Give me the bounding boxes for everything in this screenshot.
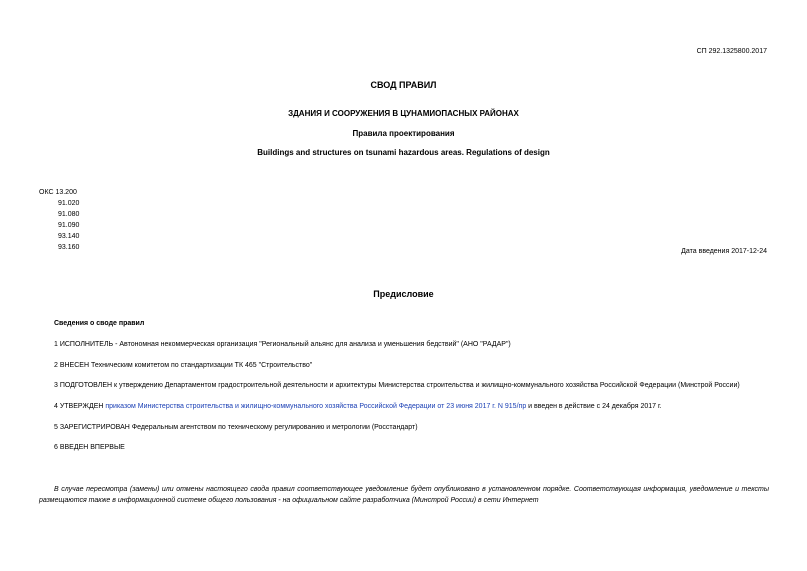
oks-code: 91.090: [58, 222, 80, 229]
preface-item-2: 2 ВНЕСЕН Техническим комитетом по стандартизации ТК 465 "Строительство": [54, 362, 313, 369]
revision-note: В случае пересмотра (замены) или отмены настоящего свода правил соответствующее уведомление будет опубликовано в установленном порядке. Соответствующая информация, уведомление и тексты размещаются также в информационной системе общего пользования - на официальном сайте разработчика (Минстрой России) в сети Интернет: [39, 486, 769, 504]
oks-code: 93.140: [58, 233, 80, 240]
preface-item-3: 3 ПОДГОТОВЛЕН к утверждению Департаментом градостроительной деятельности и архитектуры Министерства строительства и жилищно-коммунального хозяйства Российской Федерации (Минстрой России): [54, 382, 740, 389]
preface-item-4-suffix: и введен в действие с 24 декабря 2017 г.: [526, 403, 662, 410]
document-type-title: СВОД ПРАВИЛ: [370, 80, 437, 90]
approval-order-link[interactable]: приказом Министерства строительства и жилищно-коммунального хозяйства Российской Федерации от 23 июня 2017 г. N 915/пр: [105, 403, 527, 410]
oks-codes: [39, 187, 79, 253]
oks-code: ОКС 13.200: [39, 189, 77, 196]
preface-item-1: 1 ИСПОЛНИТЕЛЬ - Автономная некоммерческая организация "Региональный альянс для анализа и уменьшения бедствий" (АНО "РАДАР"): [54, 341, 511, 348]
preface-item-4-prefix: 4 УТВЕРЖДЕН: [54, 403, 106, 410]
preface-item-5: 5 ЗАРЕГИСТРИРОВАН Федеральным агентством по техническому регулированию и метрологии (Росстандарт): [54, 424, 418, 431]
oks-code: 91.020: [58, 200, 80, 207]
preface-item-4: [54, 403, 662, 410]
introduction-date: Дата введения 2017-12-24: [681, 248, 767, 255]
preface-heading: Предисловие: [373, 289, 434, 299]
info-heading: Сведения о своде правил: [54, 320, 145, 327]
document-english-title: Buildings and structures on tsunami hazardous areas. Regulations of design: [257, 148, 550, 157]
document-code: СП 292.1325800.2017: [696, 48, 767, 55]
document-subtitle: Правила проектирования: [352, 129, 455, 138]
oks-code: 93.160: [58, 244, 80, 251]
oks-code: 91.080: [58, 211, 80, 218]
document-subject-title: ЗДАНИЯ И СООРУЖЕНИЯ В ЦУНАМИОПАСНЫХ РАЙОНАХ: [288, 109, 519, 118]
preface-item-6: 6 ВВЕДЕН ВПЕРВЫЕ: [54, 444, 125, 451]
